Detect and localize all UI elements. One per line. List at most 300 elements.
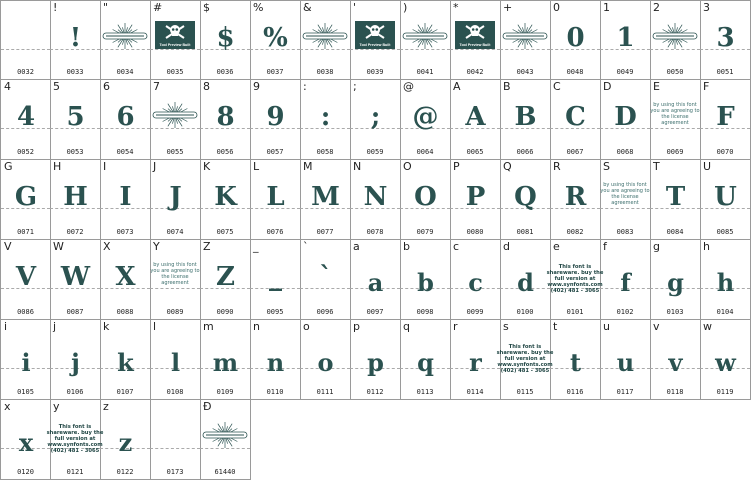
glyph-cell	[600, 160, 651, 240]
glyph-char-label: :	[303, 80, 307, 93]
glyph-code-label: 0114	[466, 388, 484, 396]
glyph-char-label: z	[103, 400, 109, 413]
glyph-char-label: _	[253, 240, 259, 253]
glyph-code-label: 0098	[416, 308, 434, 316]
glyph-sample: L	[266, 182, 284, 212]
glyph-char-label: Ð	[203, 400, 212, 413]
glyph-sample: 4	[16, 102, 35, 132]
glyph-char-label: )	[403, 1, 408, 14]
starburst-ornament-icon	[202, 420, 248, 450]
baseline-guide	[650, 128, 700, 129]
glyph-cell	[600, 320, 651, 400]
glyph-code-label: 0089	[166, 308, 184, 316]
glyph-sample: o	[317, 348, 333, 377]
glyph-sample: g	[667, 268, 683, 297]
glyph-code-label: 0119	[716, 388, 734, 396]
glyph-char-label: 2	[653, 1, 660, 14]
glyph-sample: 0	[566, 23, 584, 53]
glyph-code-label: 0038	[316, 68, 334, 76]
glyph-code-label: 0078	[366, 228, 384, 236]
glyph-code-label: 0066	[516, 148, 534, 156]
glyph-cell	[300, 240, 351, 320]
glyph-sample: C	[565, 102, 585, 132]
glyph-cell	[250, 0, 301, 80]
glyph-code-label: 0120	[17, 468, 34, 476]
glyph-char-label: 1	[603, 1, 610, 14]
glyph-sample: M	[311, 182, 339, 212]
glyph-cell	[300, 320, 351, 400]
glyph-char-label: 3	[703, 1, 710, 14]
glyph-code-label: 0065	[466, 148, 484, 156]
glyph-sample: p	[367, 348, 383, 377]
glyph-cell	[100, 80, 151, 160]
glyph-code-label: 0034	[116, 68, 134, 76]
glyph-cell	[450, 240, 501, 320]
glyph-code-label: 0035	[166, 68, 184, 76]
glyph-cell	[350, 0, 401, 80]
glyph-char-label: 4	[4, 80, 11, 93]
glyph-char-label: c	[453, 240, 460, 253]
glyph-cell	[700, 80, 751, 160]
glyph-sample: w	[715, 348, 735, 377]
baseline-guide	[150, 448, 200, 449]
starburst-ornament-icon	[402, 21, 448, 51]
glyph-char-label: u	[603, 320, 610, 333]
glyph-cell	[50, 160, 101, 240]
glyph-sample: V	[15, 262, 36, 292]
glyph-sample: K	[214, 182, 236, 212]
glyph-char-label: L	[253, 160, 260, 173]
glyph-char-label: !	[53, 1, 58, 14]
glyph-char-label: p	[353, 320, 360, 333]
glyph-char-label: `	[303, 240, 309, 253]
glyph-char-label: %	[253, 1, 264, 14]
glyph-code-label: 0113	[416, 388, 434, 396]
glyph-char-label: G	[4, 160, 13, 173]
skull-crossbones-flag-icon	[355, 21, 395, 49]
glyph-sample: j	[71, 348, 79, 377]
glyph-char-label: &	[303, 1, 312, 14]
glyph-sample: m	[212, 348, 238, 377]
glyph-char-label: m	[203, 320, 214, 333]
glyph-code-label: 0080	[466, 228, 484, 236]
glyph-char-label: k	[103, 320, 110, 333]
glyph-code-label: 0056	[216, 148, 234, 156]
glyph-code-label: 0100	[516, 308, 534, 316]
glyph-sample: A	[465, 102, 485, 132]
glyph-char-label: x	[4, 400, 11, 413]
glyph-code-label: 0072	[66, 228, 84, 236]
glyph-code-label: 0110	[266, 388, 284, 396]
glyph-sample: 3	[716, 23, 734, 53]
glyph-sample: u	[616, 348, 634, 377]
glyph-sample: W	[60, 262, 90, 292]
glyph-sample: J	[169, 182, 181, 212]
glyph-code-label: 0081	[516, 228, 534, 236]
glyph-code-label: 0051	[716, 68, 734, 76]
glyph-cell	[600, 240, 651, 320]
glyph-cell	[700, 240, 751, 320]
glyph-code-label: 0111	[316, 388, 334, 396]
glyph-char-label: K	[203, 160, 211, 173]
glyph-cell	[400, 0, 451, 80]
glyph-code-label: 0069	[666, 148, 684, 156]
glyph-cell	[200, 160, 251, 240]
glyph-cell	[650, 240, 701, 320]
glyph-cell	[250, 240, 301, 320]
glyph-code-label: 0090	[216, 308, 234, 316]
glyph-char-label: +	[503, 1, 513, 14]
glyph-code-label: 0082	[566, 228, 584, 236]
starburst-ornament-icon	[302, 21, 348, 51]
glyph-code-label: 0033	[66, 68, 84, 76]
glyph-cell	[650, 80, 701, 160]
glyph-cell	[500, 0, 551, 80]
glyph-code-label: 0101	[566, 308, 584, 316]
glyph-code-label: 0064	[416, 148, 434, 156]
license-notice-text: by using this font you are agreeing to the license agreement	[650, 102, 700, 126]
glyph-char-label: 9	[253, 80, 260, 93]
glyph-cell	[200, 0, 251, 80]
glyph-sample: k	[117, 348, 133, 377]
glyph-code-label: 0118	[666, 388, 684, 396]
glyph-code-label: 0108	[166, 388, 184, 396]
glyph-cell	[400, 80, 451, 160]
glyph-sample: 8	[216, 102, 234, 132]
glyph-cell	[150, 240, 201, 320]
glyph-char-label: E	[653, 80, 660, 93]
glyph-sample: b	[417, 268, 433, 297]
glyph-cell	[100, 160, 151, 240]
glyph-cell	[500, 160, 551, 240]
glyph-char-label: a	[353, 240, 360, 253]
glyph-code-label: 0084	[666, 228, 684, 236]
glyph-code-label: 0076	[266, 228, 284, 236]
glyph-char-label: J	[153, 160, 157, 173]
glyph-code-label: 0032	[17, 68, 34, 76]
glyph-char-label: 6	[103, 80, 110, 93]
glyph-sample: X	[115, 262, 135, 292]
glyph-sample: ;	[370, 102, 380, 132]
glyph-char-label: "	[103, 1, 109, 14]
glyph-char-label: C	[553, 80, 561, 93]
glyph-cell	[550, 160, 601, 240]
glyph-code-label: 0036	[216, 68, 234, 76]
glyph-char-label: v	[653, 320, 660, 333]
glyph-cell	[500, 80, 551, 160]
glyph-sample: i	[21, 348, 30, 377]
glyph-code-label: 0041	[416, 68, 434, 76]
glyph-char-label: ;	[353, 80, 357, 93]
glyph-cell	[300, 0, 351, 80]
glyph-sample: l	[170, 348, 180, 377]
glyph-code-label: 0106	[66, 388, 84, 396]
glyph-char-label: D	[603, 80, 612, 93]
glyph-cell	[200, 320, 251, 400]
baseline-guide	[1, 49, 50, 50]
glyph-char-label: S	[603, 160, 610, 173]
glyph-cell	[0, 0, 51, 80]
glyph-char-label: X	[103, 240, 111, 253]
glyph-code-label: 0070	[716, 148, 734, 156]
glyph-cell	[100, 400, 151, 480]
glyph-code-label: 0102	[616, 308, 634, 316]
glyph-sample: r	[469, 348, 481, 377]
glyph-code-label: 0075	[216, 228, 234, 236]
glyph-cell	[350, 240, 401, 320]
glyph-char-label: s	[503, 320, 509, 333]
glyph-code-label: 0055	[166, 148, 184, 156]
glyph-cell	[150, 80, 201, 160]
glyph-char-label: o	[303, 320, 310, 333]
skull-flag-caption: Tool Preview Built	[159, 43, 191, 47]
glyph-sample: @	[412, 102, 438, 132]
glyph-sample: H	[63, 182, 87, 212]
glyph-sample: a	[367, 268, 383, 297]
glyph-cell	[250, 80, 301, 160]
glyph-char-label: h	[703, 240, 710, 253]
glyph-code-label: 0042	[466, 68, 484, 76]
glyph-char-label: W	[53, 240, 64, 253]
glyph-sample: R	[564, 182, 586, 212]
glyph-char-label: 0	[553, 1, 560, 14]
glyph-char-label: $	[203, 1, 210, 14]
glyph-cell	[496, 320, 554, 400]
glyph-char-label: j	[53, 320, 57, 333]
glyph-sample: %	[263, 23, 287, 53]
starburst-ornament-icon	[152, 100, 198, 130]
glyph-cell	[300, 160, 351, 240]
glyph-cell	[150, 160, 201, 240]
glyph-code-label: 0086	[17, 308, 34, 316]
glyph-sample: q	[417, 348, 433, 377]
glyph-code-label: 61440	[214, 468, 236, 476]
glyph-cell	[600, 80, 651, 160]
glyph-cell	[200, 80, 251, 160]
glyph-char-label: N	[353, 160, 362, 173]
glyph-code-label: 0053	[66, 148, 84, 156]
glyph-code-label: 0173	[166, 468, 184, 476]
glyph-char-label: d	[503, 240, 510, 253]
glyph-sample: $	[216, 23, 234, 53]
glyph-cell	[400, 320, 451, 400]
glyph-sample: v	[668, 348, 682, 377]
skull-flag-caption: Tool Preview Built	[359, 43, 391, 47]
baseline-guide	[150, 288, 200, 289]
glyph-code-label: 0058	[316, 148, 334, 156]
glyph-sample: n	[266, 348, 284, 377]
glyph-cell	[650, 160, 701, 240]
glyph-code-label: 0117	[616, 388, 634, 396]
glyph-char-label: 5	[53, 80, 60, 93]
glyph-code-label: 0099	[466, 308, 484, 316]
glyph-code-label: 0068	[616, 148, 634, 156]
baseline-guide	[600, 208, 650, 209]
glyph-cell	[50, 320, 101, 400]
shareware-notice-text: This font is shareware. buy the full version at www.synfonts.com (402) 481 - 3065	[496, 344, 554, 374]
glyph-code-label: 0037	[266, 68, 284, 76]
glyph-cell	[650, 0, 701, 80]
glyph-char-label: q	[403, 320, 410, 333]
glyph-code-label: 0048	[566, 68, 584, 76]
glyph-sample: 6	[116, 102, 134, 132]
glyph-code-label: 0104	[716, 308, 734, 316]
glyph-char-label: H	[53, 160, 62, 173]
glyph-cell	[50, 0, 101, 80]
glyph-code-label: 0112	[366, 388, 384, 396]
glyph-char-label: R	[553, 160, 561, 173]
glyph-code-label: 0054	[116, 148, 134, 156]
glyph-sample: F	[716, 102, 734, 132]
glyph-sample: h	[716, 268, 734, 297]
starburst-ornament-icon	[502, 21, 548, 51]
glyph-cell	[200, 240, 251, 320]
glyph-char-label: n	[253, 320, 260, 333]
glyph-char-label: T	[653, 160, 660, 173]
glyph-char-label: w	[703, 320, 712, 333]
glyph-char-label: B	[503, 80, 511, 93]
glyph-cell	[650, 320, 701, 400]
glyph-code-label: 0079	[416, 228, 434, 236]
glyph-code-label: 0073	[116, 228, 134, 236]
glyph-char-label: Y	[153, 240, 160, 253]
glyph-sample: O	[414, 182, 436, 212]
glyph-cell	[450, 160, 501, 240]
glyph-char-label: 7	[153, 80, 160, 93]
glyph-code-label: 0115	[516, 388, 534, 396]
glyph-char-label: f	[603, 240, 607, 253]
glyph-cell	[300, 80, 351, 160]
skull-flag-caption: Tool Preview Built	[459, 43, 491, 47]
glyph-cell	[50, 240, 101, 320]
glyph-cell	[550, 0, 601, 80]
glyph-code-label: 0095	[266, 308, 284, 316]
glyph-sample: Q	[514, 182, 536, 212]
glyph-code-label: 0122	[116, 468, 134, 476]
glyph-cell	[700, 320, 751, 400]
glyph-code-label: 0059	[366, 148, 384, 156]
glyph-sample: t	[569, 348, 581, 377]
license-notice-text: by using this font you are agreeing to the license agreement	[150, 262, 200, 286]
glyph-cell	[400, 160, 451, 240]
glyph-sample: `	[319, 262, 331, 292]
glyph-code-label: 0096	[316, 308, 334, 316]
glyph-char-label: i	[4, 320, 8, 333]
shareware-notice-text: This font is shareware. buy the full version at www.synfonts.com (402) 481 - 3065	[46, 424, 104, 454]
glyph-char-label: U	[703, 160, 712, 173]
glyph-char-label: g	[653, 240, 660, 253]
glyph-code-label: 0074	[166, 228, 184, 236]
glyph-char-label: Z	[203, 240, 211, 253]
glyph-cell	[450, 80, 501, 160]
starburst-ornament-icon	[102, 21, 148, 51]
glyph-char-label: O	[403, 160, 412, 173]
glyph-code-label: 0097	[366, 308, 384, 316]
glyph-code-label: 0071	[17, 228, 34, 236]
glyph-cell	[350, 320, 401, 400]
glyph-cell	[150, 400, 201, 480]
skull-crossbones-flag-icon	[455, 21, 495, 49]
glyph-code-label: 0087	[66, 308, 84, 316]
glyph-char-label: V	[4, 240, 12, 253]
glyph-sample: I	[119, 182, 131, 212]
glyph-sample: U	[714, 182, 736, 212]
glyph-char-label: M	[303, 160, 313, 173]
glyph-char-label: e	[553, 240, 560, 253]
glyph-cell	[100, 320, 151, 400]
glyph-char-label: r	[453, 320, 458, 333]
glyph-char-label: b	[403, 240, 410, 253]
glyph-cell	[550, 80, 601, 160]
glyph-cell	[150, 320, 201, 400]
glyph-sample: 9	[266, 102, 284, 132]
glyph-sample: :	[320, 102, 330, 132]
glyph-cell	[50, 80, 101, 160]
glyph-cell	[100, 240, 151, 320]
glyph-cell	[700, 160, 751, 240]
glyph-cell	[400, 240, 451, 320]
glyph-code-label: 0049	[616, 68, 634, 76]
shareware-notice-text: This font is shareware. buy the full version at www.synfonts.com (402) 481 - 3065	[546, 264, 604, 294]
glyph-cell	[350, 80, 401, 160]
glyph-cell	[700, 0, 751, 80]
glyph-code-label: 0105	[17, 388, 34, 396]
glyph-cell	[100, 0, 151, 80]
glyph-cell	[0, 240, 51, 320]
glyph-code-label: 0043	[516, 68, 534, 76]
glyph-sample: 1	[616, 23, 634, 53]
glyph-code-label: 0039	[366, 68, 384, 76]
glyph-char-label: t	[553, 320, 558, 333]
glyph-cell	[250, 160, 301, 240]
glyph-cell	[546, 240, 604, 320]
glyph-cell	[200, 400, 251, 480]
glyph-sample: _	[269, 262, 281, 292]
glyph-sample: P	[465, 182, 485, 212]
glyph-cell	[250, 320, 301, 400]
glyph-sample: D	[614, 102, 636, 132]
glyph-code-label: 0121	[66, 468, 84, 476]
glyph-char-label: Q	[503, 160, 512, 173]
glyph-code-label: 0107	[116, 388, 134, 396]
glyph-sample: B	[514, 102, 536, 132]
glyph-code-label: 0083	[616, 228, 634, 236]
glyph-char-label: I	[103, 160, 107, 173]
glyph-sample: x	[18, 428, 33, 457]
glyph-sample: 5	[66, 102, 84, 132]
glyph-sample: T	[665, 182, 685, 212]
glyph-sample: z	[118, 428, 132, 457]
glyph-sample: d	[517, 268, 533, 297]
glyph-sample: f	[620, 268, 630, 297]
glyph-char-label: #	[153, 1, 163, 14]
glyph-cell	[46, 400, 104, 480]
glyph-cell	[0, 160, 51, 240]
glyph-sample: c	[468, 268, 482, 297]
glyph-code-label: 0052	[17, 148, 34, 156]
glyph-cell	[550, 320, 601, 400]
glyph-sample: G	[14, 182, 37, 212]
glyph-char-label: 8	[203, 80, 210, 93]
glyph-char-label: P	[453, 160, 460, 173]
glyph-code-label: 0050	[666, 68, 684, 76]
glyph-sample: !	[69, 23, 81, 53]
glyph-sample: N	[363, 182, 387, 212]
glyph-sample: Z	[216, 262, 234, 292]
glyph-char-label: '	[353, 1, 357, 14]
glyph-code-label: 0103	[666, 308, 684, 316]
starburst-ornament-icon	[652, 21, 698, 51]
